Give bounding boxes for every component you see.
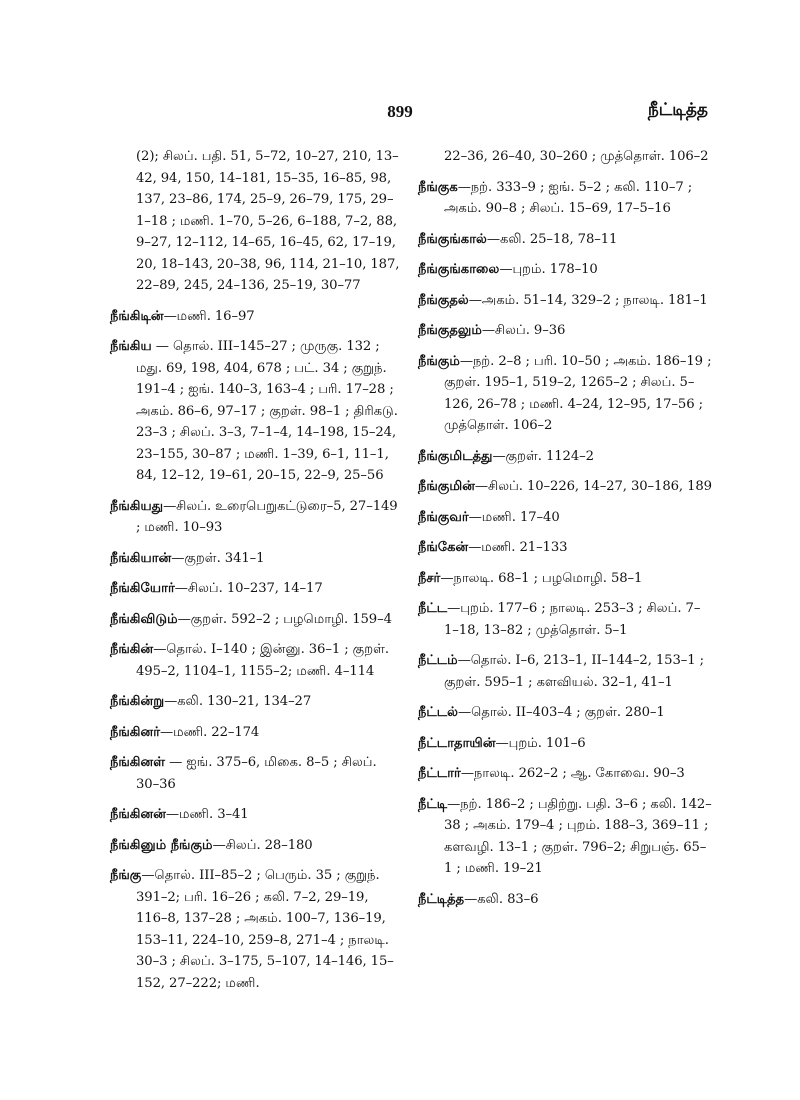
entry-headword: நீட்டார் — [418, 766, 461, 781]
index-entry — [418, 351, 712, 437]
entry-headword: நீங்கினள் — [110, 755, 165, 770]
index-entry — [418, 177, 712, 220]
index-entry — [110, 306, 402, 328]
index-entry — [110, 865, 402, 994]
entry-headword: நீசர் — [418, 570, 441, 586]
entry-references: —மணி. 22–174 — [159, 724, 260, 740]
entry-references: (2); சிலப். பதி. 51, 5–72, 10–27, 210, 13–42, 94, 150, 14–181, 15–35, 16–85, 98, 137, 23–86, 174, 25–9, 26–79, 175, 29–1–18 ; மணி. 1–70, 5–26, 6–188, 7–2, 88, 9–27, 12–112, 14–65, 16–45, 62, 17–19, 20, 18–143, 20–38, 96, 114, 21–10, 187, 22–89, 245, 24–136, 25–19, 30–77 — [136, 149, 400, 293]
entry-headword: நீங்கேன் — [418, 540, 469, 555]
index-entry — [418, 733, 712, 755]
entry-references: —கலி. 25–18, 78–11 — [486, 231, 618, 247]
index-entry — [110, 752, 402, 795]
index-entry — [418, 763, 712, 785]
entry-headword: நீங்கியது — [110, 498, 164, 514]
entry-references: —சிலப். 9–36 — [481, 323, 566, 338]
entry-references: —கலி. 130–21, 134–27 — [164, 694, 312, 709]
entry-references: —நற். 2–8 ; பரி. 10–50 ; அகம். 186–19 ; குறள். 195–1, 519–2, 1265–2 ; சிலப். 5–126, 26–78 ; மணி. 4–24, 12–95, 17–56 ; முத்தொள். 106–2 — [444, 353, 712, 433]
entry-references: —தொல். III–85–2 ; பெரும். 35 ; குறுந். 391–2; பரி. 16–26 ; கலி. 7–2, 29–19, 116–8, 137–28 ; அகம். 100–7, 136–19, 153–11, 224–10, 259–8, 271–4 ; நாலடி. 30–3 ; சிலப். 3–175, 5–107, 14–146, 15–152, 27–222; மணி. — [136, 868, 394, 991]
entry-references: —நற். 186–2 ; பதிற்று. பதி. 3–6 ; கலி. 142–38 ; அகம். 179–4 ; புறம். 188–3, 369–11 ; களவழி. 13–1 ; குறள். 796–2; சிறுபஞ். 65–1 ; மணி. 19–21 — [444, 796, 712, 876]
index-entry — [418, 290, 712, 312]
entry-headword: நீட்ட — [418, 601, 448, 616]
entry-references: —தொல். I–140 ; இன்னு. 36–1 ; குறள். 495–2, 1104–1, 1155–2; மணி. 4–114 — [136, 642, 389, 679]
entry-references: —சிலப். உரைபெறுகட்டுரை–5, 27–149 ; மணி. 10–93 — [136, 498, 398, 535]
entry-references: —மணி. 17–40 — [468, 509, 560, 525]
index-entry — [418, 507, 712, 529]
entry-references: —குறள். 341–1 — [171, 550, 265, 566]
index-entry — [418, 259, 712, 281]
entry-references: —சிலப். 28–180 — [212, 837, 313, 853]
right-column — [418, 146, 712, 919]
index-entry — [110, 835, 402, 857]
entry-headword: நீங்கிய — [110, 339, 152, 354]
entry-references: —தொல். I–6, 213–1, II–144–2, 153–1 ; குறள். 595–1 ; களவியல். 32–1, 41–1 — [444, 653, 704, 690]
entry-references: —அகம். 51–14, 329–2 ; நாலடி. 181–1 — [468, 292, 708, 308]
index-entry — [418, 598, 712, 641]
entry-headword: நீங்கியோர் — [110, 581, 175, 596]
index-entry — [110, 548, 402, 570]
entry-references: —நாலடி. 262–2 ; ஆ. கோவை. 90–3 — [460, 766, 685, 781]
entry-references: —புறம். 178–10 — [499, 262, 598, 277]
entry-references: — ஐங். 375–6, மிகை. 8–5 ; சிலப். 30–36 — [136, 755, 377, 792]
entry-headword: நீங்கினர் — [110, 724, 160, 740]
entry-references: —கலி. 83–6 — [464, 891, 539, 907]
entry-references: —மணி. 21–133 — [468, 540, 568, 555]
entry-headword: நீங்குதலும் — [418, 323, 482, 338]
entry-headword: நீங்கின் — [110, 642, 154, 657]
index-entry — [110, 639, 402, 682]
entry-headword: நீங்குவர் — [418, 509, 469, 525]
entry-headword: நீட்டல் — [418, 705, 458, 720]
entry-headword: நீங்குமின் — [418, 479, 475, 494]
index-entry — [110, 609, 402, 631]
entry-references: —மணி. 3–41 — [165, 807, 249, 822]
entry-headword: நீட்டாதாயின் — [418, 735, 496, 751]
entry-headword: நீங்கும் — [418, 353, 460, 369]
index-entry — [418, 446, 712, 468]
entry-references: —புறம். 177–6 ; நாலடி. 253–3 ; சிலப். 7–1–18, 13–82 ; முத்தொள். 5–1 — [444, 601, 701, 638]
entry-references: —குறள். 592–2 ; பழமொழி. 159–4 — [177, 611, 392, 627]
index-entry — [418, 320, 712, 342]
entry-headword: நீங்கியான் — [110, 550, 172, 566]
entry-headword: நீங்குதல் — [418, 292, 469, 308]
index-entry — [418, 229, 712, 251]
entry-headword: நீங்கிவிடும் — [110, 611, 178, 627]
index-entry — [110, 146, 402, 297]
index-entry — [110, 691, 402, 713]
entry-headword: நீங்குங்காலை — [418, 262, 500, 277]
index-entry — [110, 496, 402, 539]
entry-headword: நீட்டம் — [418, 653, 458, 668]
entry-references: —மணி. 16–97 — [163, 308, 255, 324]
page-number: 899 — [387, 102, 413, 121]
index-entry — [418, 650, 712, 693]
index-entry — [418, 568, 712, 590]
index-entry — [110, 722, 402, 744]
left-column — [110, 146, 402, 1003]
index-entry — [418, 476, 712, 498]
entry-references: —குறள். 1124–2 — [492, 448, 594, 464]
index-entry — [418, 889, 712, 911]
entry-headword: நீங்குக — [418, 179, 458, 195]
index-entry — [110, 336, 402, 487]
entry-headword: நீங்கினன் — [110, 807, 166, 822]
index-entry — [418, 146, 712, 168]
entry-headword: நீங்குங்கால் — [418, 231, 487, 247]
entry-references: —நாலடி. 68–1 ; பழமொழி. 58–1 — [440, 570, 643, 586]
entry-headword: நீங்கின்று — [110, 694, 165, 709]
running-head: நீட்டித்த — [647, 100, 708, 120]
entry-references: —சிலப். 10–237, 14–17 — [174, 581, 323, 596]
entry-headword: நீங்குமிடத்து — [418, 448, 493, 464]
entry-headword: நீங்கினும் நீங்கும் — [110, 837, 213, 853]
entry-references: —நற். 333–9 ; ஐங். 5–2 ; கலி. 110–7 ; அகம். 90–8 ; சிலப். 15–69, 17–5–16 — [444, 179, 693, 216]
entry-references: 22–36, 26–40, 30–260 ; முத்தொள். 106–2 — [444, 149, 709, 164]
index-entry — [110, 578, 402, 600]
index-entry — [110, 804, 402, 826]
entry-headword: நீங்கு — [110, 868, 142, 883]
entry-references: —புறம். 101–6 — [495, 735, 586, 751]
entry-references: —சிலப். 10–226, 14–27, 30–186, 189 — [474, 479, 712, 494]
index-entry — [418, 794, 712, 880]
index-entry — [418, 702, 712, 724]
entry-headword: நீட்டித்த — [418, 891, 465, 907]
entry-references: — தொல். III–145–27 ; முருகு. 132 ; மது. 69, 198, 404, 678 ; பட். 34 ; குறுந். 191–4 ; ஐங். 140–3, 163–4 ; பரி. 17–28 ; அகம். 86–6, 97–17 ; குறள். 98–1 ; திரிகடு. 23–3 ; சிலப். 3–3, 7–1–4, 14–198, 15–24, 23–155, 30–87 ; மணி. 1–39, 6–1, 11–1, 84, 12–12, 19–61, 20–15, 22–9, 25–56 — [136, 339, 398, 483]
entry-headword: நீங்கிடின் — [110, 308, 164, 324]
index-entry — [418, 537, 712, 559]
entry-references: —தொல். II–403–4 ; குறள். 280–1 — [458, 705, 665, 720]
entry-headword: நீட்டி — [418, 796, 448, 812]
